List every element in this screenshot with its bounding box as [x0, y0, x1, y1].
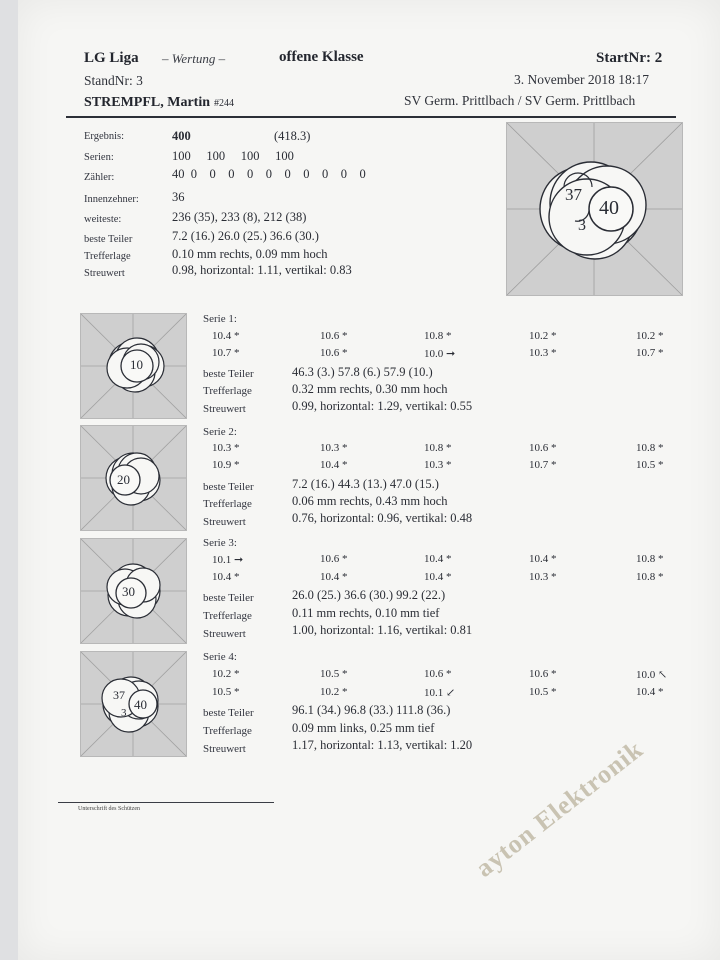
date-time: 3. November 2018 18:17 [514, 72, 649, 87]
shot-value: 10.2 * [212, 668, 240, 680]
summary-spread: 0.98, horizontal: 1.11, vertikal: 0.83 [172, 263, 352, 277]
shot-value: 10.8 * [424, 330, 452, 342]
row-label: Trefferlage [203, 725, 252, 737]
class-label: offene Klasse [279, 49, 364, 65]
target-label: 3 [578, 217, 586, 234]
shot-value: 10.8 * [424, 442, 452, 454]
series-spread: 1.00, horizontal: 1.16, vertikal: 0.81 [292, 623, 473, 637]
summary-label: Serien: [84, 152, 114, 163]
summary-result-decimal: (418.3) [274, 129, 311, 143]
main-target [506, 122, 683, 296]
series-hit-position: 0.06 mm rechts, 0.43 mm hoch [292, 494, 448, 508]
summary-label: Ergebnis: [84, 131, 125, 142]
target-label: 10 [130, 357, 143, 372]
shot-value: 10.0 ↖ [636, 669, 668, 681]
series-title: Serie 1: [203, 313, 237, 325]
series-best-divider: 46.3 (3.) 57.8 (6.) 57.9 (10.) [292, 365, 433, 379]
series-target [80, 425, 187, 531]
series-best-divider: 7.2 (16.) 44.3 (13.) 47.0 (15.) [292, 477, 439, 491]
shot-value: 10.6 * [320, 553, 348, 565]
shot-value: 10.1 ↙ [424, 687, 456, 699]
series-hit-position: 0.32 mm rechts, 0.30 mm hoch [292, 382, 448, 396]
summary-label: beste Teiler [84, 234, 133, 245]
row-label: Trefferlage [203, 498, 252, 510]
target-label: 3 [121, 707, 127, 719]
summary-label: Innenzehner: [84, 194, 139, 205]
target-label: 37 [565, 185, 582, 204]
shot-value: 10.6 * [320, 330, 348, 342]
row-label: Trefferlage [203, 610, 252, 622]
summary-series: 100 100 100 100 [172, 149, 294, 163]
summary-label: Trefferlage [84, 251, 131, 262]
shot-value: 10.8 * [636, 442, 664, 454]
target-label: 20 [117, 472, 130, 487]
shot-value: 10.3 * [529, 571, 557, 583]
shooter [84, 93, 234, 111]
wertung-label: – Wertung – [162, 51, 226, 66]
shot-value: 10.7 * [212, 347, 240, 359]
series-target [80, 538, 187, 644]
shot-value: 10.1 ➞ [212, 554, 244, 566]
summary-result: 400 [172, 129, 191, 143]
shot-value: 10.4 * [320, 571, 348, 583]
shot-value: 10.7 * [636, 347, 664, 359]
series-title: Serie 4: [203, 651, 237, 663]
series-spread: 0.99, horizontal: 1.29, vertikal: 0.55 [292, 399, 473, 413]
target-graphic [81, 426, 186, 530]
summary-label: Streuwert [84, 268, 125, 279]
series-target [80, 651, 187, 757]
shot-value: 10.5 * [636, 459, 664, 471]
row-label: Streuwert [203, 403, 246, 415]
summary-label: Zähler: [84, 172, 115, 183]
shot-value: 10.5 * [212, 686, 240, 698]
row-label: Streuwert [203, 516, 246, 528]
shot-value: 10.4 * [320, 459, 348, 471]
target-label: 40 [134, 697, 147, 712]
header-rule [66, 116, 676, 118]
shot-value: 10.7 * [529, 459, 557, 471]
series-spread: 1.17, horizontal: 1.13, vertikal: 1.20 [292, 738, 473, 752]
summary-best-divider: 7.2 (16.) 26.0 (25.) 36.6 (30.) [172, 229, 319, 243]
watermark: ayton Elektronik [470, 734, 649, 883]
summary-counters: 40 0 0 0 0 0 0 0 0 0 0 [172, 167, 366, 181]
signature-caption: Unterschrift des Schützen [78, 806, 140, 812]
shot-value: 10.4 * [424, 553, 452, 565]
series-best-divider: 26.0 (25.) 36.6 (30.) 99.2 (22.) [292, 588, 446, 602]
series-best-divider: 96.1 (34.) 96.8 (33.) 111.8 (36.) [292, 703, 451, 717]
start-number: StartNr: 2 [596, 50, 663, 66]
shot-value: 10.4 * [424, 571, 452, 583]
shot-value: 10.9 * [212, 459, 240, 471]
series-title: Serie 3: [203, 537, 237, 549]
shot-value: 10.4 * [529, 553, 557, 565]
series-target [80, 313, 187, 419]
shot-value: 10.5 * [320, 668, 348, 680]
target-label: 37 [113, 688, 125, 702]
series-title: Serie 2: [203, 426, 237, 438]
series-spread: 0.76, horizontal: 0.96, vertikal: 0.48 [292, 511, 473, 525]
league-title: LG Liga [84, 50, 139, 66]
stand-number: StandNr: 3 [84, 73, 143, 88]
shot-value: 10.8 * [636, 571, 664, 583]
summary-hit-position: 0.10 mm rechts, 0.09 mm hoch [172, 247, 328, 261]
series-hit-position: 0.11 mm rechts, 0.10 mm tief [292, 606, 440, 620]
signature-line [58, 802, 274, 803]
target-graphic [507, 123, 682, 295]
target-label: 30 [122, 584, 135, 599]
shot-value: 10.6 * [320, 347, 348, 359]
shooter-id: #244 [214, 98, 234, 109]
shot-value: 10.8 * [636, 553, 664, 565]
row-label: beste Teiler [203, 368, 254, 380]
row-label: Trefferlage [203, 385, 252, 397]
summary-widest: 236 (35), 233 (8), 212 (38) [172, 210, 307, 224]
shot-value: 10.3 * [212, 442, 240, 454]
summary-inner-tens: 36 [172, 190, 185, 204]
row-label: Streuwert [203, 743, 246, 755]
club-name: SV Germ. Prittlbach / SV Germ. Prittlbach [404, 93, 636, 108]
shot-value: 10.0 ➞ [424, 348, 456, 360]
shot-value: 10.3 * [320, 442, 348, 454]
shot-value: 10.4 * [636, 686, 664, 698]
target-label: 40 [599, 197, 619, 219]
shot-value: 10.4 * [212, 330, 240, 342]
shot-value: 10.6 * [424, 668, 452, 680]
shot-value: 10.6 * [529, 668, 557, 680]
shot-value: 10.6 * [529, 442, 557, 454]
shot-value: 10.2 * [636, 330, 664, 342]
shot-value: 10.3 * [424, 459, 452, 471]
row-label: beste Teiler [203, 481, 254, 493]
shot-value: 10.3 * [529, 347, 557, 359]
shooter-name: STREMPFL, Martin [84, 95, 210, 110]
row-label: Streuwert [203, 628, 246, 640]
shot-value: 10.2 * [529, 330, 557, 342]
row-label: beste Teiler [203, 707, 254, 719]
row-label: beste Teiler [203, 592, 254, 604]
shot-value: 10.2 * [320, 686, 348, 698]
shot-value: 10.4 * [212, 571, 240, 583]
summary-label: weiteste: [84, 214, 122, 225]
series-hit-position: 0.09 mm links, 0.25 mm tief [292, 721, 435, 735]
shot-value: 10.5 * [529, 686, 557, 698]
